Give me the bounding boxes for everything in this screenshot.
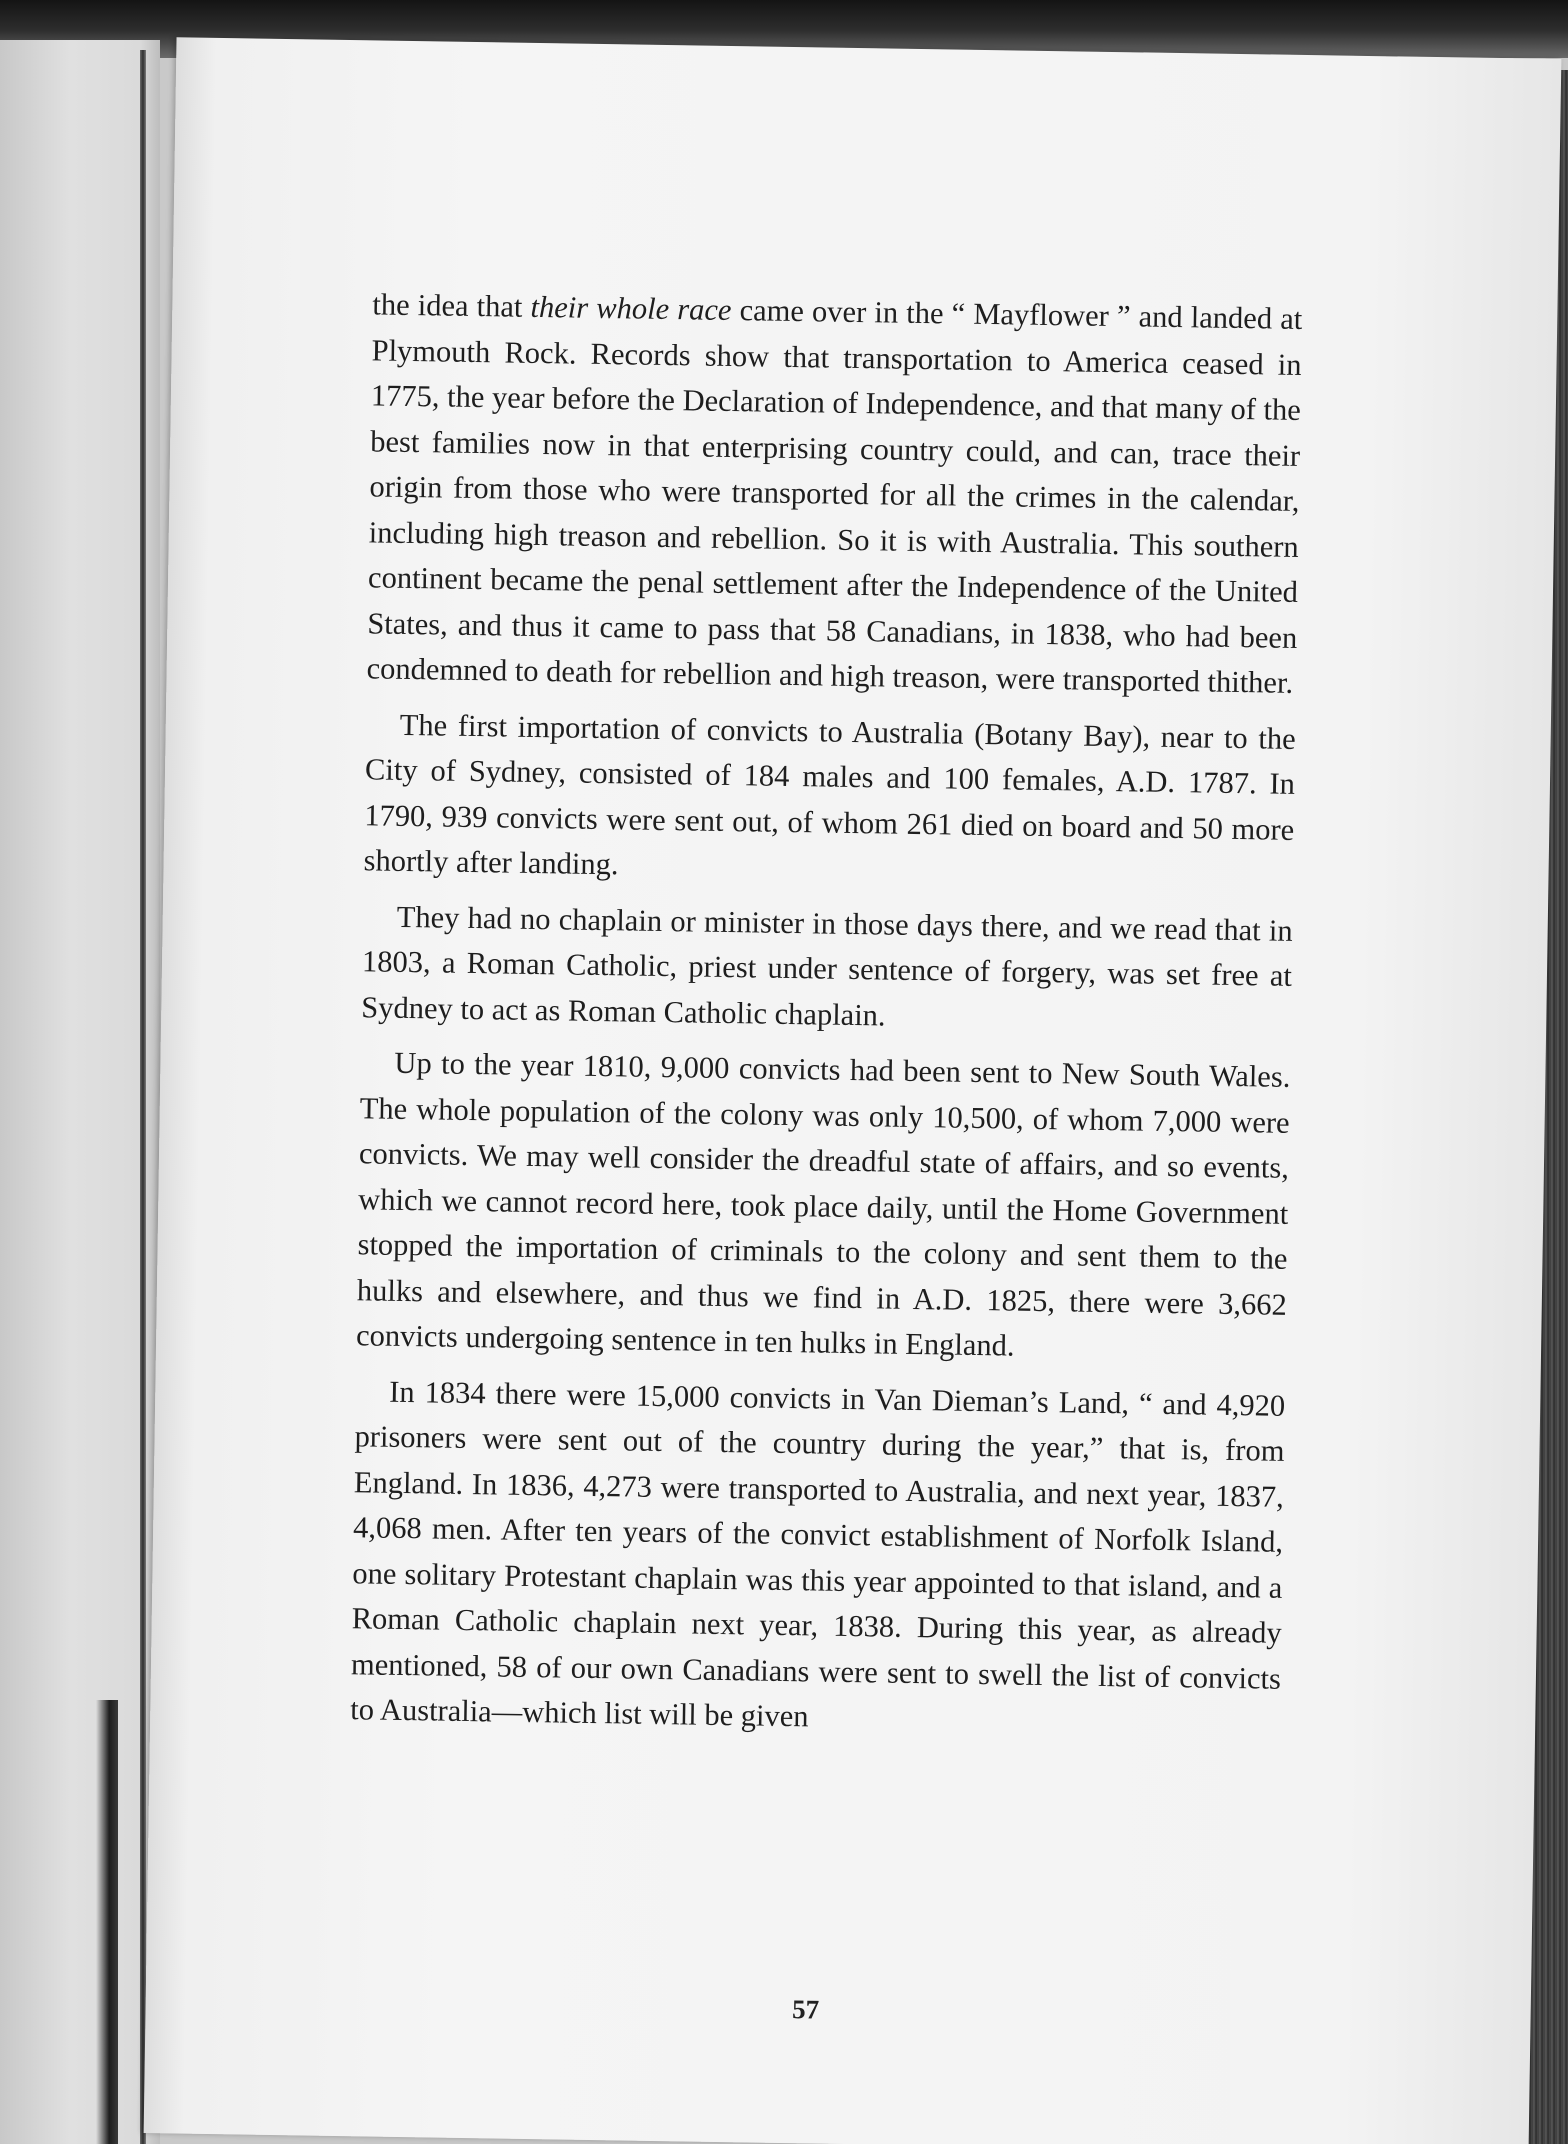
binding-shadow [96, 1700, 118, 2144]
text-run: came over in the “ Mayflower ” and landed at Plymouth Rock. Records show that transportation to America ceased in 1775, the year before the Declaration of Independence, and that many of the best families now in that enterprising country could, and can, trace their origin from those who were transported for all the crimes in the calendar, including high treason and rebellion. So it is with Australia. This southern continent became the penal settlement after the Independence of the United States, and thus it came to pass that 58 Canadians, in 1838, who had been condemned to death for rebellion and high treason, were transported thither. [366, 293, 1303, 700]
text-run: In 1834 there were 15,000 convicts in Van Dieman’s Land, “ and 4,920 prisoners were sent out of the country during the year,” that is, from England. In 1836, 4,273 were transported to Australia, and next year, 1837, 4,068 men. After ten years of the convict establishment of Norfolk Island, one solitary Protestant chaplain was this year appointed to that island, and a Roman Catholic chaplain next year, 1838. During this year, as already mentioned, 58 of our own Canadians were sent to swell the list of convicts to Australia—which list will be given [350, 1374, 1286, 1734]
paragraph [350, 1369, 1286, 1748]
paragraph [361, 894, 1293, 1045]
book-gutter [140, 50, 146, 2144]
paragraph [366, 282, 1302, 706]
text-run: They had no chaplain or minister in those days there, and we read that in 1803, a Roman Catholic, priest under sentence of forgery, was set free at Sydney to act as Roman Catholic chaplain. [361, 899, 1293, 1033]
paragraph [356, 1040, 1291, 1373]
text-run: The first importation of convicts to Australia (Botany Bay), near to the City of Sydney, consisted of 184 males and 100 females, A.D. 1787. In 1790, 939 convicts were sent out, of whom 261 died on board and 50 more shortly after landing. [363, 707, 1296, 882]
book-page [144, 37, 1562, 2144]
paragraph [363, 702, 1296, 899]
body-text [350, 282, 1303, 1747]
text-run: Up to the year 1810, 9,000 convicts had been sent to New South Wales. The whole population of the colony was only 10,500, of whom 7,000 were convicts. We may well consider the dreadful state of affairs, and so events, which we cannot record here, took place daily, until the Home Government stopped the importation of criminals to the colony and sent them to the hulks and elsewhere, and thus we find in A.D. 1825, there were 3,662 convicts undergoing sentence in ten hulks in England. [355, 1045, 1291, 1363]
previous-page-edge [0, 40, 160, 2144]
page-number: 57 [791, 1994, 820, 2025]
text-run: the idea that [372, 287, 531, 324]
italic-text: their whole race [530, 289, 732, 328]
